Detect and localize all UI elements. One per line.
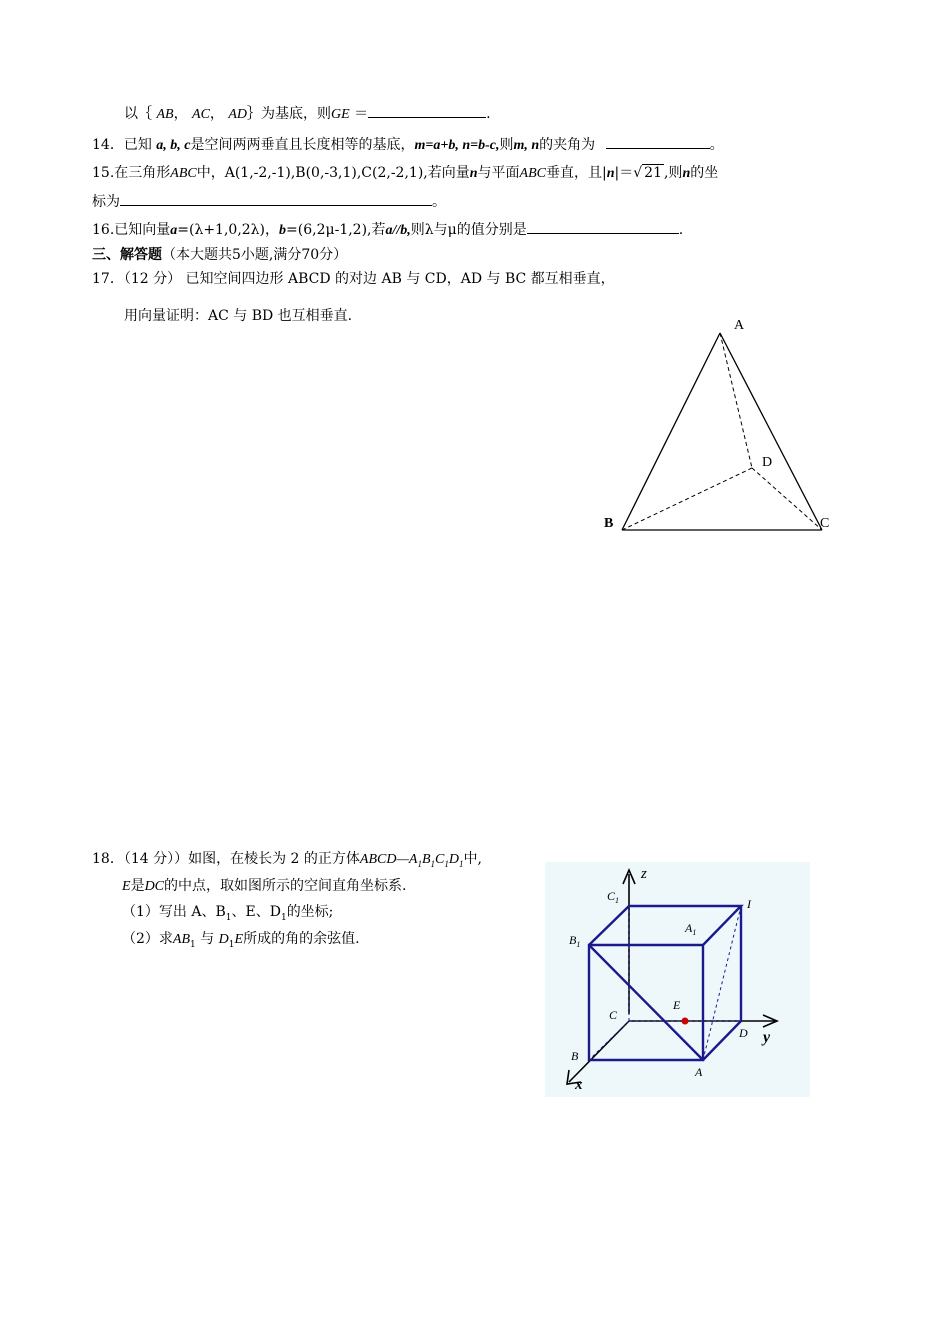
q15-text3: 垂直，且| (546, 165, 607, 181)
label-a1-sub: 1 (692, 928, 697, 937)
q15-text5: ,则 (663, 165, 683, 181)
basis-mid: ｝为基底，则 (247, 106, 332, 122)
label-c: C (609, 1008, 618, 1022)
equals-sign: ＝ (354, 106, 369, 122)
q16-text3: 则λ与μ的值分别是 (410, 222, 527, 238)
question-17-line1 (92, 269, 615, 289)
question-15-line1 (92, 163, 718, 184)
sqrt-radicand: 21 (644, 165, 662, 181)
answer-blank[interactable] (527, 219, 679, 234)
q15-n2: n (606, 166, 615, 181)
edge-bd (622, 468, 752, 530)
section-3-heading (92, 245, 347, 265)
sub-1: 1 (190, 939, 196, 950)
section-title: 三、解答题 (92, 247, 162, 263)
label-b1-letter: B (569, 933, 577, 947)
sub-1: 1 (430, 858, 436, 869)
q14-vars: a, b, c (156, 138, 191, 153)
x-axis-label: x (575, 1077, 583, 1093)
q14-text2: 则 (499, 137, 514, 153)
sep2: ， (209, 106, 224, 122)
answer-blank[interactable] (368, 103, 486, 118)
q15-text2: 与平面 (477, 165, 520, 181)
cube-name-a: ABCD—A (359, 852, 418, 867)
q18-text1-end: 中, (463, 851, 482, 867)
sub-1: 1 (280, 912, 287, 923)
q16-end: . (678, 222, 684, 238)
sqrt-symbol: √ 21 (633, 165, 662, 181)
q15-text6: 的坐 (690, 165, 719, 181)
q16-text1: =(λ+1,0,2λ)， (177, 222, 280, 238)
label-a1-letter: A (685, 921, 693, 935)
q16-ab: a//b, (385, 223, 411, 238)
part2-end: 所成的角的余弦值. (243, 931, 360, 947)
y-axis-label: y (763, 1029, 771, 1046)
q15-n3: n (682, 166, 691, 181)
figure-background (545, 862, 810, 1097)
q18-text1: 18．（14 分））如图，在棱长为 2 的正方体 (92, 851, 360, 867)
q14-mn: m, n (513, 138, 540, 153)
answer-blank[interactable] (606, 134, 710, 149)
segment-dc: DC (144, 879, 165, 894)
sub-1: 1 (417, 858, 422, 869)
q15-line2: 标为 (92, 194, 120, 210)
segment-d: D (218, 932, 229, 947)
vector-ac: AC (192, 107, 210, 122)
part1-text2: 、E、D (231, 904, 281, 920)
sub-1: 1 (458, 858, 464, 869)
label-c1-sub: 1 (615, 896, 620, 905)
edge-ac (720, 333, 822, 530)
question-18-part1 (122, 902, 333, 928)
segment-ab: AB (172, 932, 191, 947)
q15-end: 。 (432, 194, 446, 210)
q16-a: a (170, 223, 178, 238)
q14-text1: 是空间两两垂直且长度相等的基底， (190, 137, 415, 153)
label-d: D (739, 1026, 748, 1040)
q16-b: b (279, 223, 287, 238)
part1-text: （1）写出 A、B (122, 904, 226, 920)
cube-figure (545, 862, 810, 1097)
q14-number: 14．已知 (92, 137, 152, 153)
vertex-a-label: A (734, 318, 745, 333)
q18-text2b: 的中点，取如图所示的空间直角坐标系. (164, 878, 407, 894)
edge-ad (720, 333, 752, 468)
edge-dc (752, 468, 822, 530)
question-17-line2 (124, 306, 352, 326)
section-note: （本大题共5小题,满分70分） (162, 247, 348, 263)
q15-triangle: ABC (170, 166, 197, 181)
edge-ab (622, 333, 720, 530)
vertex-b-label: B (604, 516, 614, 531)
basis-line (124, 103, 491, 125)
q17-text1: 17．（12 分） 已知空间四边形 ABCD 的对边 AB 与 CD，AD 与 BC 都互相垂直， (92, 271, 615, 287)
question-18-line2 (122, 876, 406, 897)
question-18-part2 (122, 929, 360, 955)
cube-name-c: C (435, 852, 445, 867)
q14-text3: 的夹角为 (539, 137, 596, 153)
question-15-line2 (92, 191, 446, 212)
q15-text1: 中，A(1,-2,-1),B(0,-3,1),C(2,-2,1),若向量 (196, 165, 470, 181)
vector-ge: GE (331, 107, 350, 122)
sub-1: 1 (225, 912, 232, 923)
cube-name-d: D (448, 852, 459, 867)
q16-number: 16.已知向量 (92, 222, 171, 238)
q15-n: n (469, 166, 478, 181)
tetrahedron-figure (590, 310, 850, 540)
q14-definition: m=a+b, n=b-c, (414, 138, 500, 153)
q17-text2: 用向量证明：AC 与 BD 也互相垂直. (124, 308, 353, 324)
sub-1: 1 (444, 858, 449, 869)
cube-name-b: B (421, 852, 431, 867)
vertex-d-label: D (762, 455, 773, 470)
q18-text2a: 是 (130, 878, 145, 894)
point-e: E (122, 879, 131, 894)
answer-blank[interactable] (120, 191, 432, 206)
z-axis-label: z (641, 866, 647, 882)
sub-1: 1 (228, 939, 235, 950)
q15-text4: |＝ (614, 165, 634, 181)
label-e: E (673, 998, 681, 1012)
q15-number: 15.在三角形 (92, 165, 171, 181)
question-18-line1 (92, 849, 482, 874)
label-b: B (571, 1049, 579, 1063)
point-e-marker (682, 1018, 689, 1025)
vector-ab: AB (156, 107, 174, 122)
question-14 (92, 134, 724, 156)
q15-triangle2: ABC (519, 166, 546, 181)
q16-text2: =(6,2μ-1,2),若 (286, 222, 386, 238)
part2-text: （2）求 (122, 931, 173, 947)
q14-end: 。 (709, 137, 724, 153)
label-i: I (747, 897, 751, 911)
sep1: ， (173, 106, 188, 122)
part1-text3: 的坐标; (286, 904, 334, 920)
question-16 (92, 219, 683, 241)
basis-prefix: 以｛ (124, 106, 152, 122)
period: . (486, 106, 491, 122)
vertex-c-label: C (820, 516, 830, 531)
label-c1-letter: C (607, 889, 616, 903)
part2-and: 与 (200, 931, 215, 947)
segment-e: E (234, 932, 244, 947)
label-a: A (695, 1065, 703, 1079)
label-b1-sub: 1 (576, 940, 581, 949)
vector-ad: AD (228, 107, 248, 122)
